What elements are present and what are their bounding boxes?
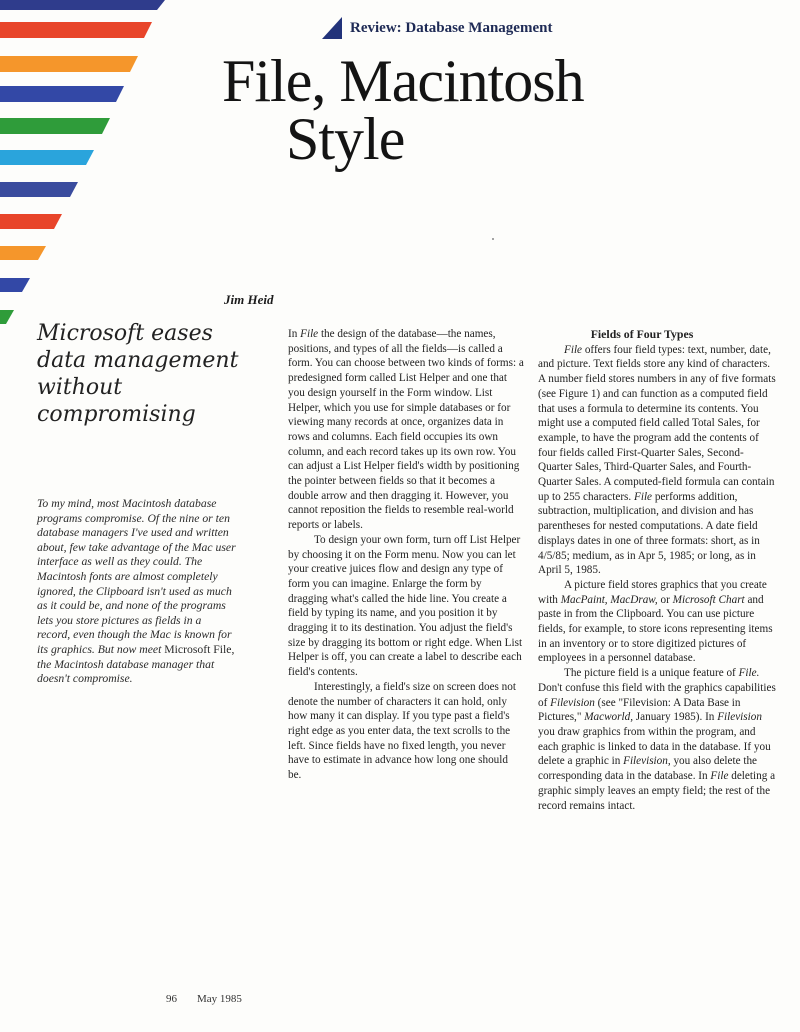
text-run: In [288, 328, 301, 340]
print-speck [492, 238, 494, 240]
stripe [0, 182, 78, 197]
section-kicker [322, 15, 552, 41]
issue-date: May 1985 [197, 993, 242, 1005]
page-footer [166, 993, 242, 1005]
text-run: deleting a graphic simply leaves an empty field; the rest of the record remains intact. [538, 770, 776, 812]
section-heading: Fields of Four Types [590, 327, 694, 341]
color-stripes-decoration [0, 0, 170, 330]
text-run: and paste in from the Clipboard. You can use picture fields, for example, to store icons representing items in an inventory or to store digitized pictures of employees in a personnel database. [538, 593, 773, 665]
body-paragraph: Interestingly, a field's size on screen does not denote the number of characters it can hold, only how many it can display. If you type past a field's right edge as you enter data, the text scrolls to the left. Since fields have no fixed length, you never have to estimate in advance how long one should be. [288, 680, 516, 782]
stripe [0, 150, 94, 165]
text-run-italic: Filevision, [623, 755, 671, 768]
title-line-1: File, Macintosh [222, 48, 584, 114]
text-run-italic: File [710, 770, 729, 783]
body-paragraph [538, 666, 776, 813]
text-run: you draw graphics from within the program, and each graphic is linked to data in the database. If you delete a graphic in [538, 725, 771, 768]
text-run-italic: File. [738, 667, 760, 680]
article-title [222, 48, 742, 172]
stripe [0, 118, 110, 134]
text-run: the design of the database—the names, positions, and types of all the fields—is called a form. You can choose between two kinds of forms: a predesigned form called List Helper and one that you design yourself in the Form window. List Helper, which you use for simple databases or for viewing many records at once, organizes data in rows and columns. Each field occupies its own column, and each record takes up its own row. You can adjust a List Helper field's width by positioning the pointer between fields so that it becomes a double arrow and then dragging it. However, you cannot reposition the fields to resemble real-world reports or labels. [288, 328, 524, 532]
text-run-italic: Filevision [717, 711, 762, 724]
text-run: you also delete the corresponding data in the database. In [538, 755, 758, 783]
body-column-3 [538, 327, 776, 813]
stripe [0, 56, 138, 72]
text-run: (see "Filevision: A Data Base in Pictures," [538, 696, 741, 724]
intro-text-2: the Macintosh database manager that doesn't compromise. [37, 657, 215, 686]
stripe [0, 246, 46, 260]
page-number: 96 [166, 993, 177, 1005]
text-run: performs addition, subtraction, multiplication, and division and has parentheses for nested computations. A date field displays dates in one of three formats: short, as in 4/5/85; medium, as in Apr 5, 1985; or long, as in April 5, 1985. [538, 490, 760, 577]
stripe [0, 214, 62, 229]
triangle-icon [322, 17, 342, 39]
text-run-italic: File [564, 343, 583, 356]
text-run: The picture field is a unique feature of [564, 667, 739, 680]
text-run-italic: Macworld, [584, 711, 633, 724]
kicker-label: Review: Database Management [350, 19, 553, 36]
intro-text-1: To my mind, most Macintosh database programs compromise. Of the nine or ten database managers I've used and written about, few take advantage of the Mac user interface as well as they could. The Macintosh fonts are almost completely ignored, the Clipboard isn't used as much as it could be, and none of the programs lets you store pictures as fields in a record, even though the Mac is known for its graphics. But now meet [37, 497, 236, 656]
text-run: or [657, 593, 673, 606]
deck-headline: Microsoft eases data management without compromising [37, 321, 239, 427]
stripe [0, 22, 152, 38]
body-paragraph: To design your own form, turn off List Helper by choosing it on the Form menu. Now you can let your creative juices flow and design any type of form you can imagine. Enlarge the form by dragging what's called the hide line. You create a field by typing its name, and you position it by dragging it to its destination. You adjust the field's size by dragging its bottom or right edge. When List Helper is off, you can create a label to describe each field's contents. [288, 533, 523, 679]
byline: Jim Heid [224, 292, 274, 307]
text-run-italic: MacPaint, MacDraw, [560, 593, 658, 606]
text-run-italic: Filevision [550, 696, 595, 709]
text-run: A picture field stores graphics that you create with [538, 578, 767, 606]
intro-product-name: Microsoft File, [164, 642, 235, 656]
text-run-italic: File [634, 490, 653, 503]
title-line-2: Style [286, 106, 405, 172]
body-paragraph [538, 578, 776, 666]
stripe [0, 310, 14, 324]
body-paragraph [538, 343, 776, 578]
stripe [0, 86, 124, 102]
text-run-italic: File [300, 328, 319, 340]
stripe [0, 0, 165, 10]
body-column-2 [288, 327, 524, 783]
text-run: Don't confuse this field with the graphics capabilities of [538, 681, 776, 709]
stripe [0, 278, 30, 292]
intro-paragraph [37, 497, 237, 687]
text-run: offers four field types: text, number, date, and picture. Text fields store any kind of characters. A number field stores numbers in any of five formats (see Figure 1) and can function as a computed field that uses a formula to determine its contents. You might use a computed field called Total Sales, for example, to have the program add the contents of four fields called First-Quarter Sales, Second-Quarter Sales, Third-Quarter Sales, and Fourth-Quarter Sales. A computed-field formula can contain up to 255 characters. [538, 343, 776, 503]
text-run: January 1985). In [633, 711, 718, 724]
body-paragraph [288, 327, 524, 533]
text-run-italic: Microsoft Chart [672, 593, 745, 606]
